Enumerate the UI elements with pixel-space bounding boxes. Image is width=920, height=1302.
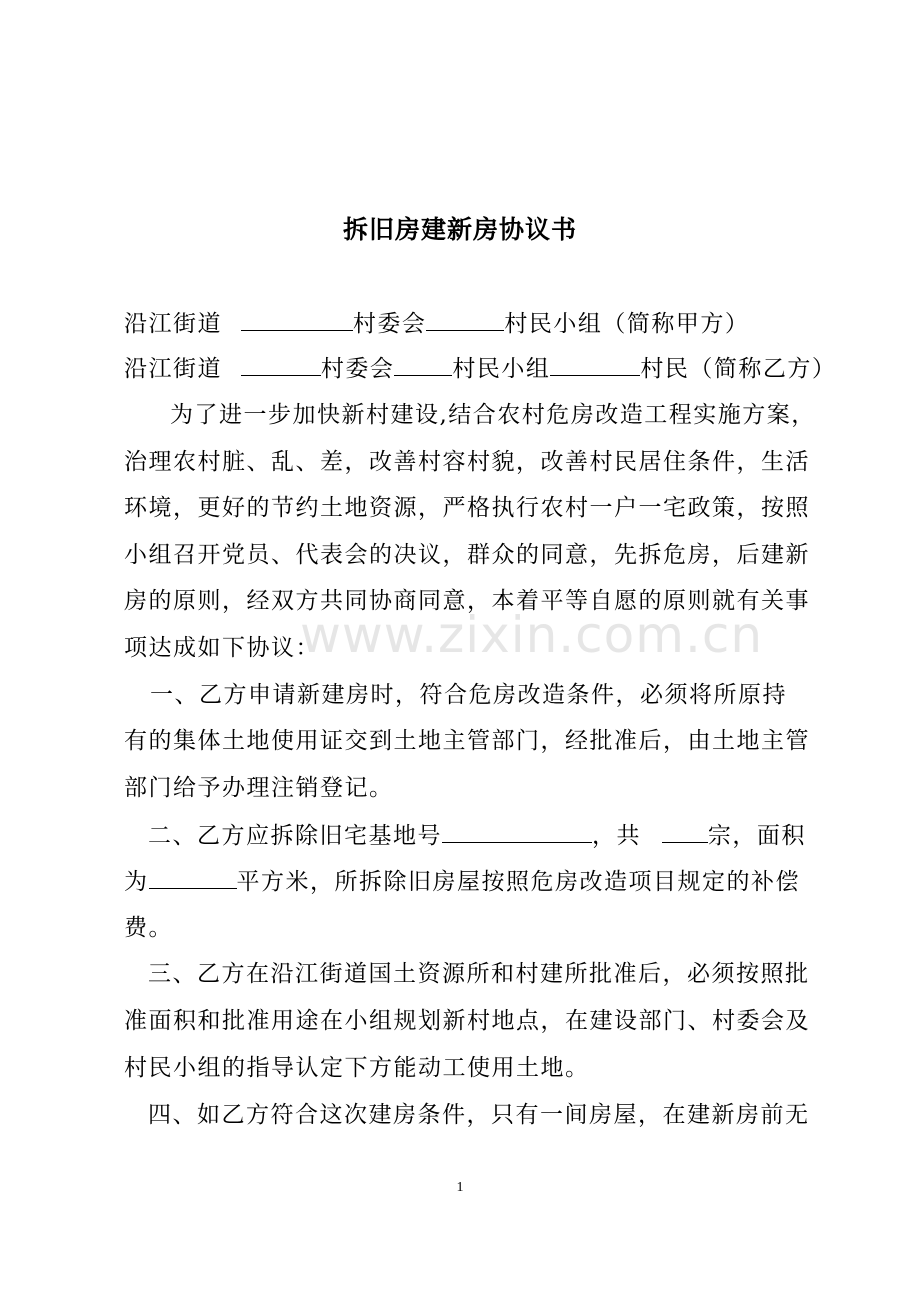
preamble-line-5: 房的原则，经双方共同协商同意，本着平等自愿的原则就有关事	[124, 588, 810, 614]
party-a-village-blank	[241, 308, 353, 331]
document-title: 拆旧房建新房协议书	[342, 215, 577, 244]
clause2-text-e: 平方米，所拆除旧房屋按照危房改造项目规定的补偿	[236, 869, 800, 895]
clause2-line-3: 费。	[124, 915, 173, 941]
preamble-line-1: 为了进一步加快新村建设,结合农村危房改造工程实施方案，	[170, 402, 816, 428]
clause1-line-3: 部门给予办理注销登记。	[124, 775, 394, 801]
party-a-village-committee: 村委会	[352, 311, 427, 337]
party-b-group: 村民小组	[452, 356, 551, 382]
party-b-prefix: 沿江街道	[124, 356, 222, 382]
clause4-line-1: 四、如乙方符合这次建房条件，只有一间房屋，在建新房前无	[148, 1102, 810, 1128]
party-b-line	[124, 353, 836, 384]
party-b-village-blank	[241, 353, 321, 376]
preamble-line-2: 治理农村脏、乱、差，改善村容村貌，改善村民居住条件，生活	[124, 449, 810, 475]
party-b-villager-blank	[550, 353, 640, 376]
clause3-line-2: 准面积和批准用途在小组规划新村地点，在建设部门、村委会及	[124, 1008, 810, 1034]
party-a-group: 村民小组（简称甲方）	[504, 311, 750, 337]
clause2-text-d: 为	[124, 869, 149, 895]
clause2-text-a: 二、乙方应拆除旧宅基地号	[148, 823, 442, 849]
party-b-village-committee: 村委会	[320, 356, 395, 382]
clause2-count-blank	[662, 820, 708, 843]
party-b-villager: 村民（简称乙方）	[640, 356, 837, 382]
clause2-text-c: 宗，面积	[707, 823, 806, 849]
preamble-line-4: 小组召开党员、代表会的决议，群众的同意，先拆危房，后建新	[124, 542, 810, 568]
clause2-area-blank	[149, 866, 237, 889]
party-b-group-blank	[394, 353, 452, 376]
preamble-line-6: 项达成如下协议：	[124, 635, 320, 661]
watermark: www.zixin.com.cn	[300, 606, 764, 664]
clause3-line-1: 三、乙方在沿江街道国土资源所和村建所批准后，必须按照批	[148, 961, 810, 987]
clause2-line-2	[124, 866, 800, 897]
clause1-line-2: 有的集体土地使用证交到土地主管部门，经批准后，由土地主管	[124, 728, 810, 754]
party-a-group-blank	[426, 308, 504, 331]
clause2-lot-number-blank	[442, 820, 592, 843]
party-a-prefix: 沿江街道	[124, 311, 222, 337]
preamble-line-3: 环境，更好的节约土地资源，严格执行农村一户一宅政策，按照	[124, 495, 810, 521]
page-number: 1	[456, 1180, 464, 1195]
clause2-line-1	[148, 820, 806, 851]
party-a-line	[124, 308, 749, 339]
clause1-line-1: 一、乙方申请新建房时，符合危房改造条件，必须将所原持	[150, 682, 787, 708]
clause2-text-b: ，共	[592, 823, 641, 849]
clause3-line-3: 村民小组的指导认定下方能动工使用土地。	[124, 1055, 590, 1081]
